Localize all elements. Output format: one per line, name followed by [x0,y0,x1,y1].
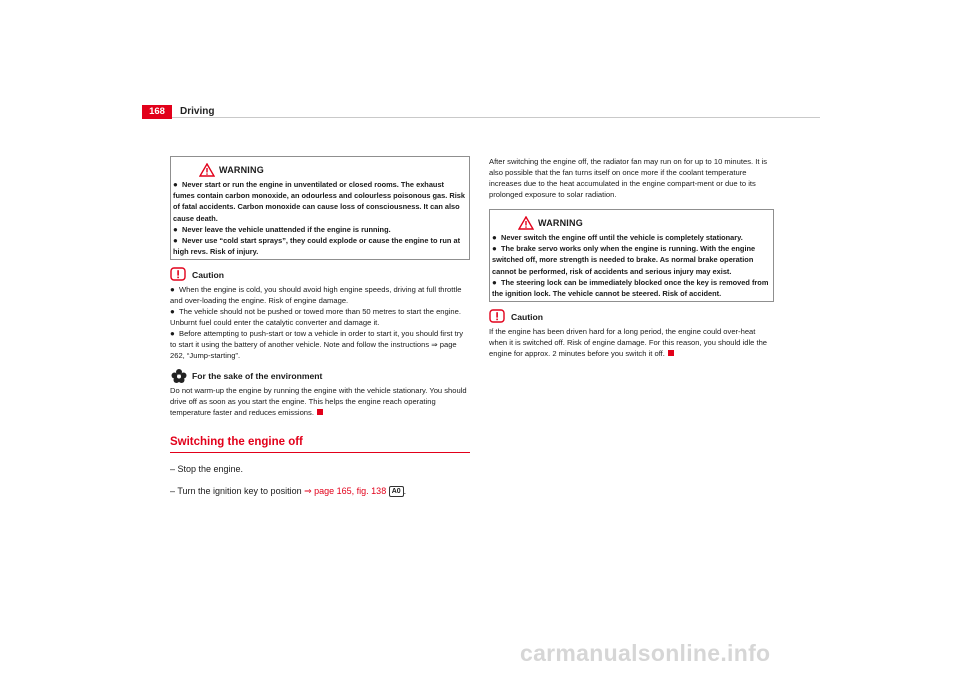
step-1: – Stop the engine. [170,464,244,475]
environment-header [170,367,470,385]
caution-header [170,266,470,284]
page-number: 168 [142,105,172,119]
page-reference-link[interactable]: ⇒ page 165, fig. 138 [304,486,387,497]
environment-flower-icon [170,368,188,384]
section-title: Driving [180,106,215,117]
warning-item: ● Never start or run the engine in unventilated or closed rooms. The exhaust fumes contain carbon monoxide, an odourless and colourless poisonous gas. Risk of fatal accidents. Carbon monoxide can cause loss of consciousness. It can also cause death. [173,180,465,223]
environment-title: For the sake of the environment [192,370,323,381]
warning-triangle-icon [518,216,534,230]
caution-exclamation-icon [489,309,507,325]
caution-item: ● When the engine is cold, you should avoid high engine speeds, driving at full throttle and over-loading the engine. Risk of engine damage. [170,285,462,306]
header-rule [170,117,820,118]
intro-paragraph: After switching the engine off, the radiator fan may run on for up to 10 minutes. It is also possible that the fan turns itself on once more if the coolant temperature increases due to the heat accumulated in the engine compart-ment or due to its prolonged exposure to solar radiation. [489,157,768,199]
caution-header [489,308,774,326]
caution-text: If the engine has been driven hard for a long period, the engine could over-heat when it is switched off. Risk of engine damage. For this reason, you should idle the engine for approx. 2 minutes before you switch it off. [489,327,768,359]
end-square-icon [317,409,323,415]
warning-item: ● The steering lock can be immediately blocked once the key is removed from the ignition lock. The vehicle cannot be steered. Risk of accident. [492,277,769,299]
warning-header [518,214,771,232]
ignition-position-key: A0 [389,486,404,497]
caution-item: ● Before attempting to push-start or tow a vehicle in order to start it, you should first try to start it using the battery of another vehicle. Note and follow the instructions ⇒ page 262, “Jump-starting”. [170,329,464,361]
warning-box-left [170,156,470,260]
warning-item: ● Never switch the engine off until the vehicle is completely stationary. [492,233,743,242]
subsection-title: Switching the engine off [170,437,470,453]
environment-text: Do not warm-up the engine by running the engine with the vehicle stationary. You should drive off as soon as you start the engine. This helps the engine reach operating temperature faster and reduces emissions. [170,386,467,418]
caution-title: Caution [192,269,224,280]
watermark: carmanualsonline.info [520,640,771,666]
warning-title: WARNING [538,217,583,228]
warning-box-right [489,209,774,302]
warning-item: ● The brake servo works only when the engine is running. With the engine switched off, more strength is needed to brake. As normal brake operation cannot be performed, risk of accidents and serious injury may exist. [492,244,756,276]
right-column [489,156,774,359]
end-square-icon [668,350,674,356]
warning-item: ● Never use “cold start sprays”, they could explode or cause the engine to run at high revs. Risk of injury. [173,236,461,257]
warning-triangle-icon [199,163,215,177]
warning-item: ● Never leave the vehicle unattended if the engine is running. [173,224,391,234]
left-column [170,156,470,497]
caution-title: Caution [511,311,543,322]
step-2: – Turn the ignition key to position ⇒ page 165, fig. 138 A0 . [170,486,407,497]
caution-exclamation-icon [170,267,188,283]
caution-item: ● The vehicle should not be pushed or towed more than 50 metres to start the engine. Unburnt fuel could enter the catalytic converter and damage it. [170,307,461,328]
warning-title: WARNING [219,164,264,175]
warning-header [199,161,467,179]
